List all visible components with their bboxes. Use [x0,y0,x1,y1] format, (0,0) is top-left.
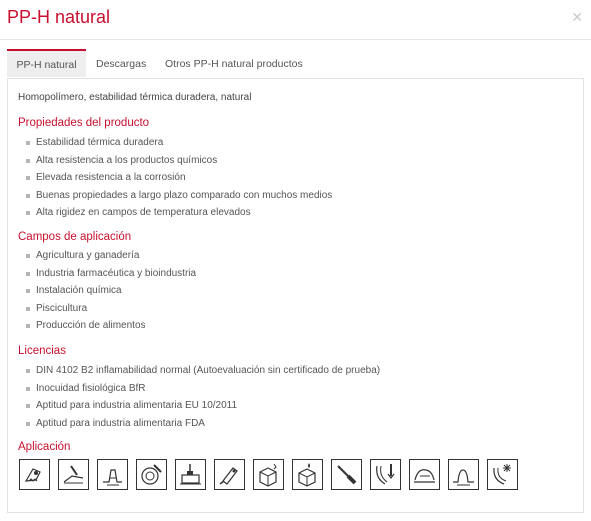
list-item: Buenas propiedades a largo plazo comparado con muchos medios [36,187,332,205]
saw-cutting-icon[interactable] [19,459,50,490]
close-icon[interactable]: ✕ [571,9,583,25]
hot-gas-welding-icon[interactable] [253,459,284,490]
extrusion-welding-icon[interactable] [214,459,245,490]
section-title-properties: Propiedades del producto [18,117,150,129]
list-item: Producción de alimentos [36,317,196,335]
butt-welding-icon[interactable] [370,459,401,490]
deep-drawing-icon[interactable] [448,459,479,490]
product-description: Homopolímero, estabilidad térmica duradera, natural [18,92,252,103]
section-title-processing: Aplicación [18,441,71,453]
tab-bar [7,49,584,77]
cold-bending-icon[interactable] [487,459,518,490]
list-item: Agricultura y ganadería [36,247,196,265]
tab-descargas[interactable]: Descargas [96,58,147,70]
tab-otros-productos[interactable]: Otros PP-H natural productos [165,58,303,70]
tab-pp-h-natural[interactable]: PP-H natural [7,49,86,77]
list-item: DIN 4102 B2 inflamabilidad normal (Autoevaluación sin certificado de prueba) [36,362,380,380]
modal-title: PP-H natural [7,7,111,27]
hand-tool-icon[interactable] [331,459,362,490]
properties-list [36,134,332,222]
list-item: Estabilidad térmica duradera [36,134,332,152]
list-item: Piscicultura [36,300,196,318]
list-item: Aptitud para industria alimentaria EU 10/2011 [36,397,380,415]
list-item: Industria farmacéutica y bioindustria [36,265,196,283]
list-item: Alta rigidez en campos de temperatura elevados [36,204,332,222]
licenses-list [36,362,380,432]
section-title-licenses: Licencias [18,345,66,357]
thermoforming-icon[interactable] [97,459,128,490]
list-item: Alta resistencia a los productos químicos [36,152,332,170]
gluing-icon[interactable] [292,459,323,490]
list-item: Instalación química [36,282,196,300]
tab-panel [7,78,584,513]
vacuum-forming-icon[interactable] [409,459,440,490]
section-title-applications: Campos de aplicación [18,231,132,243]
modal-header [0,0,591,40]
milling-icon[interactable] [136,459,167,490]
list-item: Inocuidad fisiológica BfR [36,380,380,398]
welding-machine-icon[interactable] [175,459,206,490]
list-item: Aptitud para industria alimentaria FDA [36,415,380,433]
list-item: Elevada resistencia a la corrosión [36,169,332,187]
bending-icon[interactable] [58,459,89,490]
applications-list [36,247,196,335]
